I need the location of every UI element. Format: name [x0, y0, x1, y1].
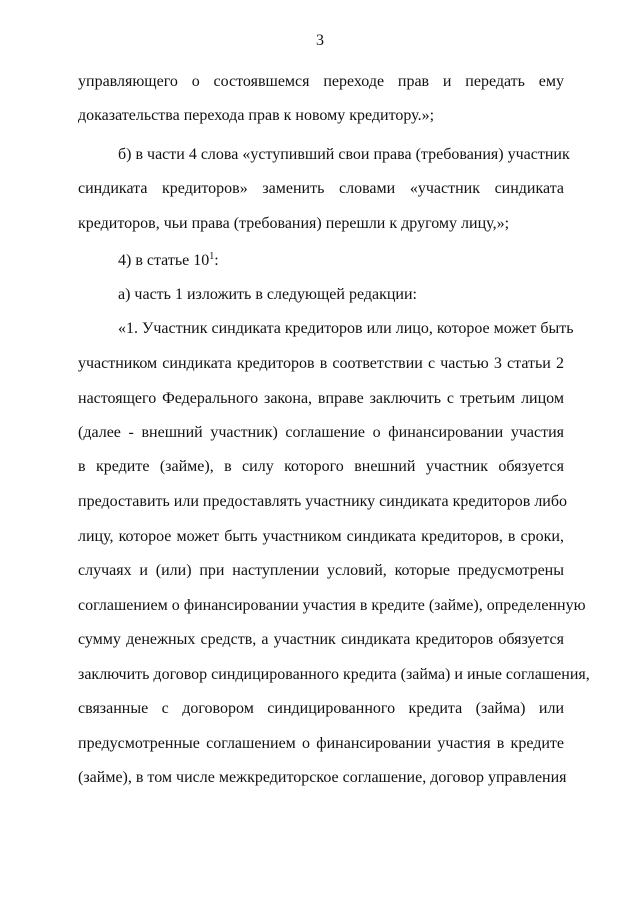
text-line: случаях и (или) при наступлении условий, которые предусмотрены [78, 562, 564, 579]
text-line: предусмотренные соглашением о финансировании участия в кредите [78, 735, 564, 752]
text-line [118, 251, 564, 271]
text-line: б) в части 4 слова «уступивший свои права (требования) участник [118, 146, 570, 163]
text-line: предоставить или предоставлять участнику синдиката кредиторов либо [78, 493, 567, 510]
text-line: участником синдиката кредиторов в соответствии с частью 3 статьи 2 [78, 355, 564, 372]
text-line: «1. Участник синдиката кредиторов или лицо, которое может быть [118, 320, 574, 337]
text-line: а) часть 1 изложить в следующей редакции: [118, 286, 417, 303]
page-number: 3 [316, 32, 324, 49]
article-ref-text: 4) в статье 10 [118, 252, 210, 269]
text-line: связанные с договором синдицированного кредита (займа) или [78, 700, 564, 717]
text-line: синдиката кредиторов» заменить словами «участник синдиката [78, 180, 564, 197]
text-line: управляющего о состоявшемся переходе прав и передать ему [78, 73, 564, 90]
text-line: (займе), в том числе межкредиторское соглашение, договор управления [78, 769, 567, 786]
text-line: соглашением о финансировании участия в кредите (займе), определенную [78, 597, 586, 614]
text-line: (далее - внешний участник) соглашение о финансировании участия [78, 424, 564, 441]
text-line: сумму денежных средств, а участник синдиката кредиторов обязуется [78, 631, 564, 648]
text-line: кредиторов, чьи права (требования) перешли к другому лицу,»; [78, 215, 510, 232]
text-line: доказательства перехода прав к новому кредитору.»; [78, 107, 435, 124]
text-line: лицу, которое может быть участником синдиката кредиторов, в сроки, [78, 528, 564, 545]
text-line: настоящего Федерального закона, вправе заключить с третьим лицом [78, 390, 564, 407]
text-line: заключить договор синдицированного кредита (займа) и иные соглашения, [78, 666, 590, 683]
article-ref-colon: : [214, 252, 219, 269]
text-line: в кредите (займе), в силу которого внешний участник обязуется [78, 458, 564, 475]
article-superscript: 1 [209, 251, 215, 262]
